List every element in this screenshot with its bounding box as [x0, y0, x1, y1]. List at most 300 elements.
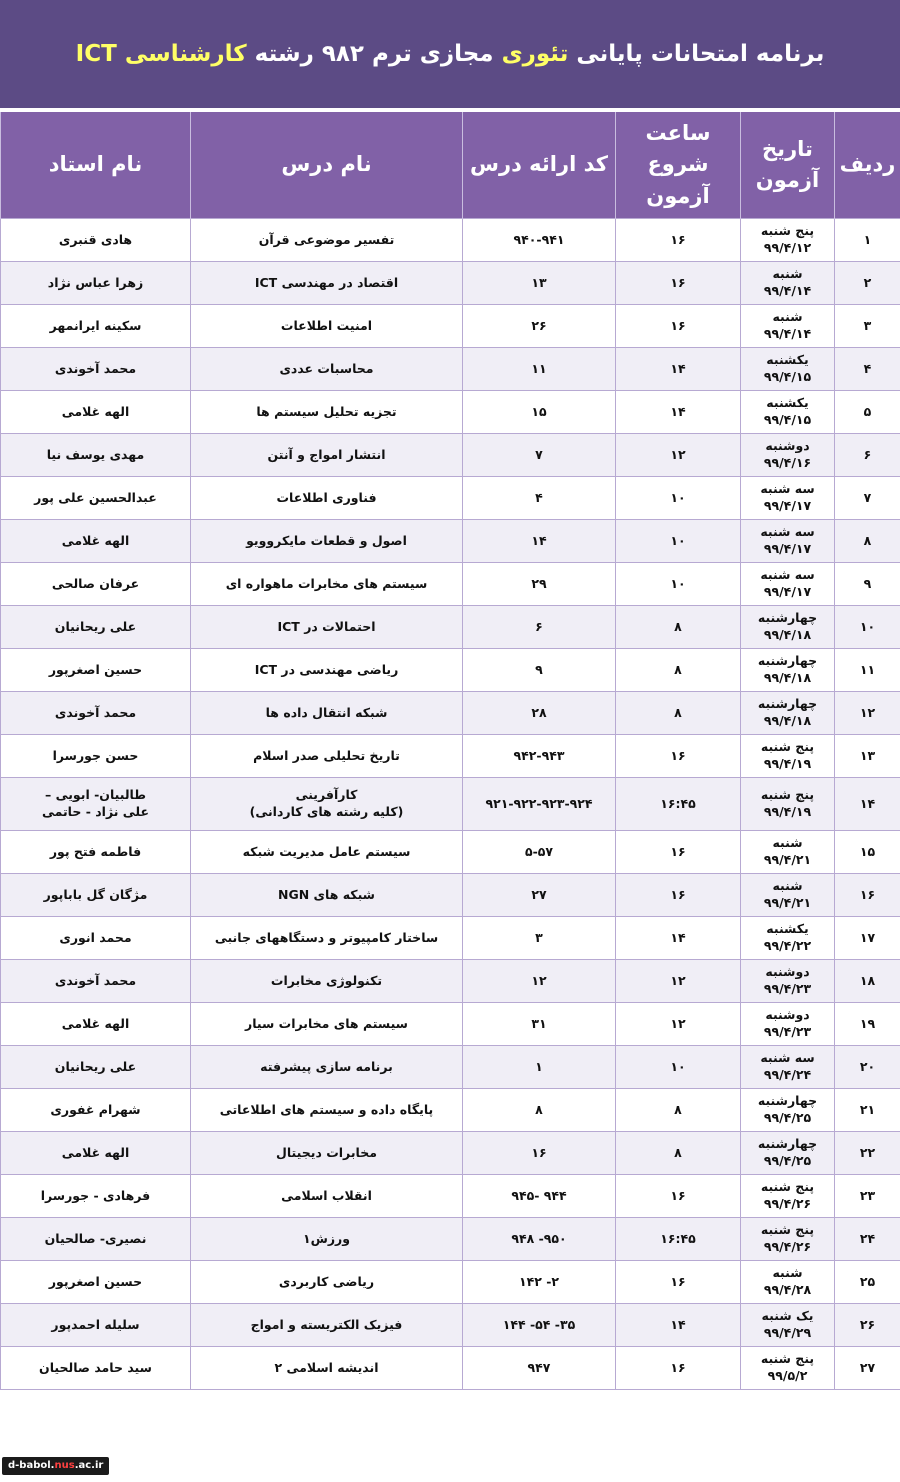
site-url-badge — [2, 1457, 109, 1475]
course-code: ۹۴۷ — [527, 1359, 551, 1375]
row-number: ۶ — [863, 446, 872, 462]
table-row — [1, 1175, 900, 1218]
table-row — [1, 1003, 900, 1046]
exam-date-cell — [741, 563, 835, 606]
row-number: ۱۵ — [859, 843, 876, 859]
teacher-name: محمد آخوندی — [54, 972, 137, 988]
teacher-name-cell — [1, 960, 191, 1003]
course-name: مخابرات دیجیتال — [276, 1144, 377, 1160]
exam-date: ۹۹/۴/۲۸ — [763, 1282, 812, 1297]
row-number: ۲۵ — [859, 1273, 876, 1289]
teacher-name: نصیری- صالحیان — [44, 1230, 147, 1246]
row-number: ۱۲ — [859, 704, 876, 720]
exam-date: ۹۹/۴/۲۶ — [763, 1196, 812, 1211]
exam-weekday: پنج شنبه — [760, 1222, 815, 1238]
row-number: ۷ — [863, 489, 872, 505]
teacher-name: حسین اصغرپور — [48, 1273, 143, 1289]
exam-weekday: شنبه — [772, 878, 803, 894]
exam-date: ۹۹/۴/۱۲ — [763, 240, 812, 255]
row-number: ۲۲ — [859, 1144, 876, 1160]
title-banner — [0, 0, 900, 110]
teacher-name: مهدی یوسف نیا — [46, 446, 145, 462]
teacher-name: حسن جورسرا — [52, 747, 139, 763]
exam-date-cell — [741, 1304, 835, 1347]
exam-date-cell — [741, 262, 835, 305]
start-time-cell — [616, 1003, 741, 1046]
teacher-name: مژگان گل باباپور — [43, 886, 148, 902]
exam-date-cell — [741, 1218, 835, 1261]
start-time-cell — [616, 1261, 741, 1304]
exam-date: ۹۹/۴/۲۶ — [763, 1239, 812, 1254]
table-row — [1, 391, 900, 434]
course-code-cell — [463, 831, 616, 874]
course-code: ۱۶ — [531, 1144, 547, 1160]
row-number: ۲۱ — [859, 1101, 876, 1117]
start-time-cell — [616, 831, 741, 874]
start-time: ۱۶ — [670, 747, 686, 763]
teacher-name-cell — [1, 831, 191, 874]
exam-date-cell — [741, 1175, 835, 1218]
table-row — [1, 1261, 900, 1304]
start-time-cell — [616, 305, 741, 348]
teacher-name-cell — [1, 1218, 191, 1261]
start-time: ۱۲ — [670, 972, 686, 988]
course-name-cell — [191, 305, 463, 348]
exam-weekday: پنج شنبه — [760, 739, 815, 755]
exam-date: ۹۹/۴/۱۷ — [763, 541, 812, 556]
course-code: ۹۲۱-۹۲۲-۹۲۳-۹۲۴ — [485, 795, 593, 811]
col-header-course-name: نام درس — [191, 112, 463, 219]
exam-weekday: پنج شنبه — [760, 1351, 815, 1367]
teacher-name-cell — [1, 692, 191, 735]
course-name-cell — [191, 1304, 463, 1347]
table-row — [1, 874, 900, 917]
start-time-cell — [616, 434, 741, 477]
exam-date: ۹۹/۴/۱۸ — [763, 670, 812, 685]
start-time-cell — [616, 606, 741, 649]
course-code: ۳۵- ۵۴- ۱۴۴ — [502, 1316, 576, 1332]
course-name: ساختار کامپیوتر و دستگاههای جانبی — [214, 929, 439, 945]
row-number: ۲۷ — [859, 1359, 876, 1375]
teacher-name-cell — [1, 1132, 191, 1175]
course-name-cell — [191, 917, 463, 960]
start-time-cell — [616, 520, 741, 563]
teacher-name-cell — [1, 1304, 191, 1347]
exam-date-cell — [741, 520, 835, 563]
teacher-name-cell — [1, 219, 191, 262]
start-time-cell — [616, 1132, 741, 1175]
start-time-cell — [616, 960, 741, 1003]
course-code-cell — [463, 262, 616, 305]
course-code: ۲۸ — [531, 704, 547, 720]
row-number-cell — [835, 917, 900, 960]
teacher-name-cell — [1, 305, 191, 348]
exam-weekday: شنبه — [772, 835, 803, 851]
exam-weekday: شنبه — [772, 309, 803, 325]
exam-weekday: شنبه — [772, 266, 803, 282]
course-name: تجزیه تحلیل سیستم ها — [256, 403, 397, 419]
course-name: اقتصاد در مهندسی ICT — [254, 274, 399, 290]
exam-date: ۹۹/۴/۱۷ — [763, 498, 812, 513]
course-code-cell — [463, 735, 616, 778]
start-time: ۱۶:۴۵ — [660, 1230, 696, 1246]
exam-date: ۹۹/۴/۲۱ — [763, 852, 812, 867]
page-title — [76, 41, 825, 67]
start-time: ۱۰ — [670, 489, 686, 505]
course-code-cell — [463, 563, 616, 606]
course-code-cell — [463, 606, 616, 649]
row-number-cell — [835, 1218, 900, 1261]
table-row — [1, 649, 900, 692]
course-name-cell — [191, 348, 463, 391]
title-prefix: برنامه امتحانات پایانی — [576, 41, 825, 67]
row-number: ۱۳ — [859, 747, 876, 763]
exam-date-cell — [741, 960, 835, 1003]
exam-date: ۹۹/۴/۲۳ — [763, 1024, 812, 1039]
course-name-cell — [191, 831, 463, 874]
course-note: (کلیه رشته های کاردانی) — [249, 804, 404, 819]
course-code: ۳۱ — [531, 1015, 547, 1031]
course-name: انقلاب اسلامی — [281, 1187, 372, 1203]
table-row — [1, 917, 900, 960]
teacher-name-cell — [1, 917, 191, 960]
exam-date-cell — [741, 434, 835, 477]
teacher-name-cell — [1, 1046, 191, 1089]
exam-weekday: یک شنبه — [761, 1308, 814, 1324]
start-time-cell — [616, 1218, 741, 1261]
table-row — [1, 831, 900, 874]
teacher-name: الهه غلامی — [61, 403, 130, 419]
course-name: فیزیک الکتریسته و امواج — [250, 1316, 403, 1332]
course-name-cell — [191, 1347, 463, 1390]
teacher-name-cell — [1, 778, 191, 831]
start-time-cell — [616, 348, 741, 391]
course-name-cell — [191, 1089, 463, 1132]
exam-weekday: دوشنبه — [765, 438, 810, 454]
course-code-cell — [463, 960, 616, 1003]
course-name: فناوری اطلاعات — [276, 489, 377, 505]
course-name-cell — [191, 434, 463, 477]
row-number: ۲۰ — [859, 1058, 876, 1074]
course-name: ریاضی مهندسی در ICT — [254, 661, 399, 677]
title-highlight-degree: کارشناسی ICT — [75, 41, 247, 67]
course-name-cell — [191, 1175, 463, 1218]
course-name-cell — [191, 477, 463, 520]
row-number-cell — [835, 1304, 900, 1347]
table-row — [1, 1046, 900, 1089]
exam-weekday: سه شنبه — [760, 524, 815, 540]
row-number-cell — [835, 305, 900, 348]
row-number-cell — [835, 606, 900, 649]
exam-date: ۹۹/۴/۲۱ — [763, 895, 812, 910]
table-row — [1, 563, 900, 606]
row-number: ۱ — [863, 231, 872, 247]
teacher-name: محمد انوری — [59, 929, 132, 945]
exam-weekday: یکشنبه — [766, 352, 809, 368]
course-code-cell — [463, 391, 616, 434]
course-name-cell — [191, 1218, 463, 1261]
course-code: ۲۷ — [531, 886, 547, 902]
table-row — [1, 434, 900, 477]
start-time-cell — [616, 649, 741, 692]
teacher-name: زهرا عباس نژاد — [47, 274, 144, 290]
row-number-cell — [835, 1347, 900, 1390]
table-row — [1, 1347, 900, 1390]
exam-date-cell — [741, 219, 835, 262]
row-number: ۱۷ — [859, 929, 876, 945]
course-name-cell — [191, 692, 463, 735]
exam-weekday: دوشنبه — [765, 1007, 810, 1023]
course-code: ۱۳ — [531, 274, 547, 290]
table-row — [1, 1089, 900, 1132]
row-number: ۲ — [863, 274, 872, 290]
course-name-cell — [191, 874, 463, 917]
start-time: ۸ — [674, 1101, 682, 1117]
row-number-cell — [835, 831, 900, 874]
table-row — [1, 348, 900, 391]
course-name-cell — [191, 1003, 463, 1046]
col-header-course-code: کد ارائه درس — [463, 112, 616, 219]
exam-date-cell — [741, 477, 835, 520]
start-time: ۸ — [674, 1144, 682, 1160]
course-name-cell — [191, 1261, 463, 1304]
course-name: سیستم عامل مدیریت شبکه — [242, 843, 411, 859]
teacher-name-cell — [1, 1003, 191, 1046]
teacher-name: طالبیان- ابویی – — [44, 787, 147, 803]
table-row — [1, 778, 900, 831]
course-code: ۸ — [535, 1101, 543, 1117]
row-number-cell — [835, 960, 900, 1003]
exam-date: ۹۹/۴/۲۳ — [763, 981, 812, 996]
row-number-cell — [835, 520, 900, 563]
course-code: ۷ — [535, 446, 543, 462]
exam-weekday: چهارشنبه — [757, 610, 818, 626]
row-number-cell — [835, 649, 900, 692]
course-name: احتمالات در ICT — [277, 618, 376, 634]
start-time-cell — [616, 1089, 741, 1132]
exam-date-cell — [741, 305, 835, 348]
exam-date: ۹۹/۴/۲۵ — [763, 1110, 812, 1125]
row-number: ۲۳ — [859, 1187, 876, 1203]
site-url-suffix: .ac.ir — [74, 1460, 104, 1471]
start-time: ۱۰ — [670, 532, 686, 548]
course-code: ۲- ۱۴۲ — [518, 1273, 560, 1289]
exam-weekday: شنبه — [772, 1265, 803, 1281]
table-row — [1, 735, 900, 778]
exam-date: ۹۹/۴/۱۶ — [763, 455, 812, 470]
start-time: ۱۶ — [670, 317, 686, 333]
course-name: تکنولوژی مخابرات — [270, 972, 383, 988]
row-number-cell — [835, 874, 900, 917]
course-name: پایگاه داده و سیستم های اطلاعاتی — [219, 1101, 434, 1117]
exam-weekday: سه شنبه — [760, 567, 815, 583]
start-time: ۱۴ — [670, 1316, 686, 1332]
start-time-cell — [616, 563, 741, 606]
start-time: ۱۶ — [670, 274, 686, 290]
exam-date-cell — [741, 692, 835, 735]
row-number: ۱۱ — [859, 661, 876, 677]
start-time: ۱۲ — [670, 446, 686, 462]
row-number: ۱۶ — [859, 886, 876, 902]
start-time: ۸ — [674, 704, 682, 720]
course-code-cell — [463, 1347, 616, 1390]
row-number-cell — [835, 477, 900, 520]
start-time-cell — [616, 778, 741, 831]
start-time: ۱۰ — [670, 575, 686, 591]
col-header-start-time: ساعت شروع آزمون — [616, 112, 741, 219]
course-code-cell — [463, 1218, 616, 1261]
course-name-cell — [191, 1132, 463, 1175]
course-name: شبکه های NGN — [278, 886, 375, 902]
course-code: ۱۵ — [531, 403, 547, 419]
course-code: ۲۶ — [531, 317, 547, 333]
exam-date-cell — [741, 917, 835, 960]
course-code-cell — [463, 1261, 616, 1304]
row-number: ۱۸ — [859, 972, 876, 988]
course-name: برنامه سازی پیشرفته — [260, 1058, 393, 1074]
exam-date: ۹۹/۴/۱۹ — [763, 756, 812, 771]
course-name: شبکه انتقال داده ها — [265, 704, 388, 720]
exam-date: ۹۹/۵/۲ — [767, 1368, 808, 1383]
table-row — [1, 477, 900, 520]
row-number-cell — [835, 434, 900, 477]
start-time: ۱۴ — [670, 403, 686, 419]
teacher-name: محمد آخوندی — [54, 704, 137, 720]
exam-weekday: یکشنبه — [766, 921, 809, 937]
start-time-cell — [616, 917, 741, 960]
col-header-exam-date: تاریخ آزمون — [741, 112, 835, 219]
table-row — [1, 1132, 900, 1175]
course-code: ۹۴۲-۹۴۳ — [513, 747, 565, 763]
exam-date-cell — [741, 391, 835, 434]
table-row — [1, 520, 900, 563]
exam-date-cell — [741, 1089, 835, 1132]
start-time: ۱۰ — [670, 1058, 686, 1074]
start-time: ۱۴ — [670, 360, 686, 376]
exam-date-cell — [741, 831, 835, 874]
teacher-name-cell — [1, 874, 191, 917]
course-code-cell — [463, 692, 616, 735]
teacher-name-cell — [1, 391, 191, 434]
course-name-cell — [191, 735, 463, 778]
course-name-cell — [191, 520, 463, 563]
start-time-cell — [616, 1347, 741, 1390]
exam-date: ۹۹/۴/۱۷ — [763, 584, 812, 599]
course-code: ۳ — [535, 929, 543, 945]
teacher-name-cell — [1, 649, 191, 692]
course-code: ۲۹ — [531, 575, 547, 591]
course-name-cell — [191, 262, 463, 305]
course-name-cell — [191, 606, 463, 649]
course-name: تاریخ تحلیلی صدر اسلام — [253, 747, 400, 763]
course-name: کارآفرینی — [295, 787, 358, 803]
course-code-cell — [463, 477, 616, 520]
row-number-cell — [835, 348, 900, 391]
start-time: ۸ — [674, 661, 682, 677]
teacher-name: محمد آخوندی — [54, 360, 137, 376]
row-number: ۵ — [863, 403, 872, 419]
course-code: ۹۴۰-۹۴۱ — [513, 231, 565, 247]
row-number-cell — [835, 1089, 900, 1132]
site-url-prefix: d-babol. — [8, 1460, 55, 1471]
exam-date: ۹۹/۴/۱۹ — [763, 804, 812, 819]
course-code-cell — [463, 520, 616, 563]
exam-date-cell — [741, 1261, 835, 1304]
teacher-name-cell — [1, 477, 191, 520]
row-number: ۴ — [863, 360, 872, 376]
course-code-cell — [463, 219, 616, 262]
teacher-name-cell — [1, 1261, 191, 1304]
teacher-name-cell — [1, 1175, 191, 1218]
exam-date-cell — [741, 778, 835, 831]
course-code-cell — [463, 649, 616, 692]
exam-date-cell — [741, 1347, 835, 1390]
col-header-row-number: ردیف — [835, 112, 900, 219]
row-number-cell — [835, 262, 900, 305]
row-number: ۲۶ — [859, 1316, 876, 1332]
row-number-cell — [835, 1261, 900, 1304]
row-number-cell — [835, 735, 900, 778]
row-number: ۱۴ — [859, 795, 876, 811]
exam-date-cell — [741, 735, 835, 778]
exam-date: ۹۹/۴/۱۸ — [763, 627, 812, 642]
start-time: ۱۶ — [670, 231, 686, 247]
exam-weekday: سه شنبه — [760, 481, 815, 497]
course-name-cell — [191, 563, 463, 606]
course-code: ۵-۵۷ — [524, 843, 554, 859]
row-number: ۱۰ — [859, 618, 876, 634]
course-name: تفسیر موضوعی قرآن — [258, 231, 395, 247]
teacher-name: سلیله احمدپور — [51, 1316, 140, 1332]
course-name: ریاضی کاربردی — [278, 1273, 375, 1289]
teacher-name-cell — [1, 348, 191, 391]
course-name: انتشار امواج و آنتن — [267, 446, 386, 462]
teacher-name-cell — [1, 262, 191, 305]
course-name-cell — [191, 960, 463, 1003]
exam-weekday: چهارشنبه — [757, 1093, 818, 1109]
exam-date-cell — [741, 348, 835, 391]
course-code: ۱۴ — [531, 532, 547, 548]
teacher-name-cell — [1, 520, 191, 563]
table-row — [1, 692, 900, 735]
course-name: محاسبات عددی — [279, 360, 374, 376]
teacher-name: سید حامد صالحیان — [39, 1359, 152, 1375]
exam-date-cell — [741, 874, 835, 917]
course-code-cell — [463, 1304, 616, 1347]
start-time-cell — [616, 874, 741, 917]
start-time-cell — [616, 692, 741, 735]
start-time: ۱۶:۴۵ — [660, 795, 696, 811]
start-time: ۱۶ — [670, 1359, 686, 1375]
start-time-cell — [616, 1046, 741, 1089]
exam-date-cell — [741, 1046, 835, 1089]
row-number-cell — [835, 692, 900, 735]
row-number-cell — [835, 391, 900, 434]
teacher-name-cell — [1, 1089, 191, 1132]
course-code-cell — [463, 1089, 616, 1132]
course-code-cell — [463, 1046, 616, 1089]
start-time-cell — [616, 1175, 741, 1218]
exam-weekday: چهارشنبه — [757, 653, 818, 669]
table-row — [1, 606, 900, 649]
row-number-cell — [835, 1046, 900, 1089]
course-code-cell — [463, 917, 616, 960]
teacher-name: علی ریحانیان — [54, 1058, 137, 1074]
exam-weekday: چهارشنبه — [757, 1136, 818, 1152]
teacher-name-line2: علی نژاد - حاتمی — [41, 804, 150, 819]
row-number-cell — [835, 1132, 900, 1175]
course-code: ۹۴۴ -۹۴۵ — [511, 1187, 567, 1203]
